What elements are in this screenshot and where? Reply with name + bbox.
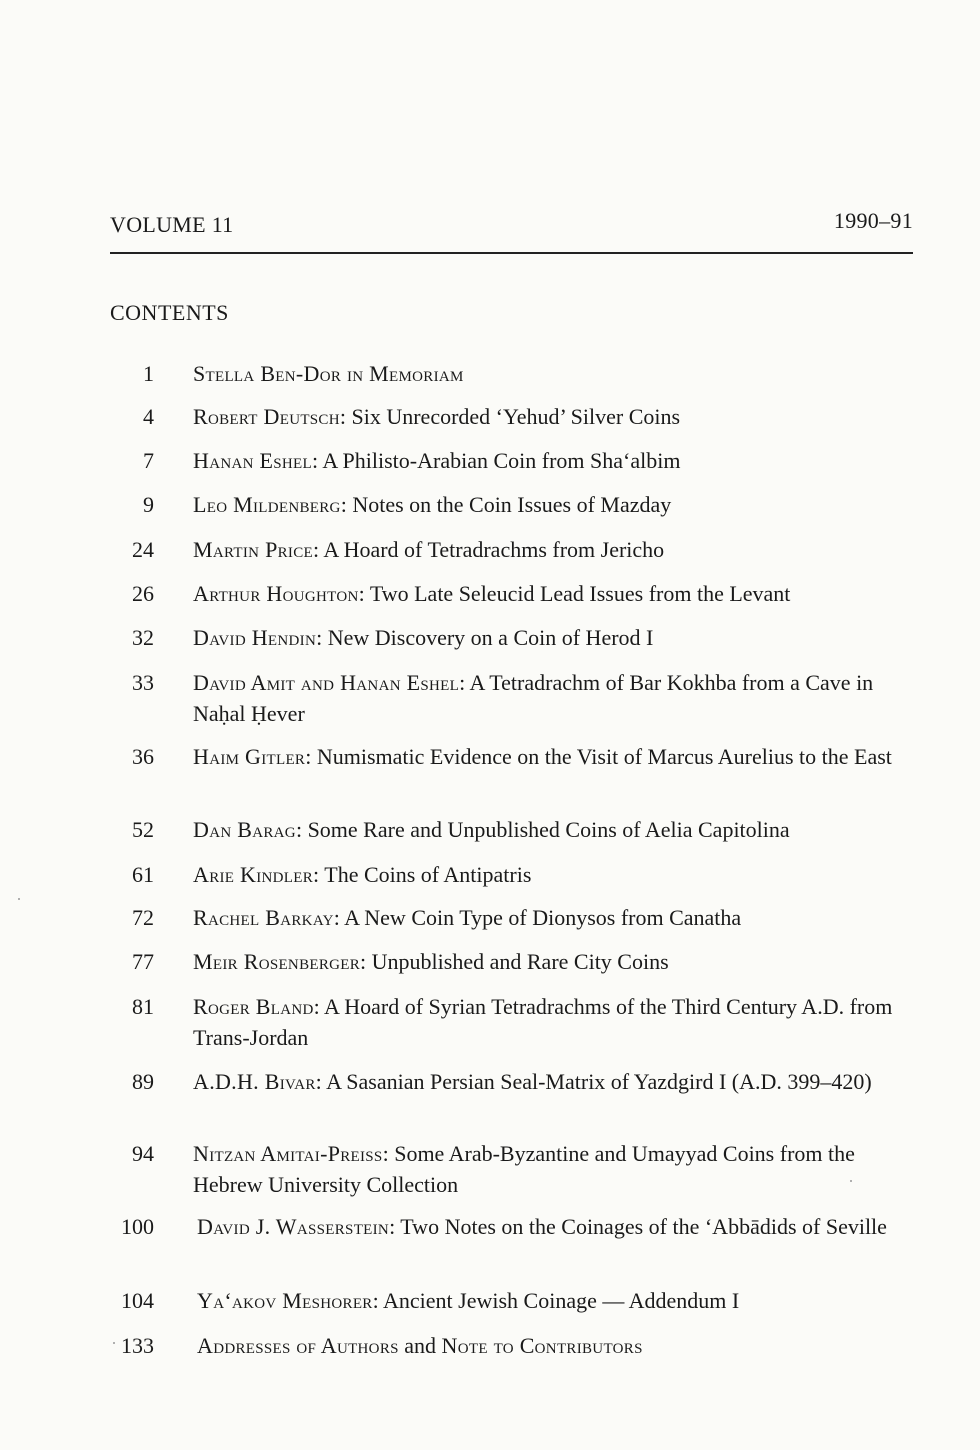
toc-title: A Sasanian Persian Seal-Matrix of Yazdgird I (A.D. 399–420) [326,1069,872,1094]
toc-separator: : [316,625,328,650]
toc-title: Some Arab-Byzantine and Umayyad Coins from the Hebrew University Collection [193,1141,855,1197]
toc-author: David Hendin [193,625,317,650]
toc-author: A.D.H. Bivar [193,1069,316,1094]
toc-author: Arie Kindler [193,862,314,887]
toc-author: Dan Barag [193,817,296,842]
toc-title: Unpublished and Rare City Coins [371,949,669,974]
toc-separator: : [313,862,325,887]
toc-author: Martin Price [193,537,313,562]
toc-author: Ya‘akov Meshorer [197,1288,373,1313]
toc-title: and [398,1333,442,1358]
toc-page-number: 26 [132,581,154,606]
toc-author: Robert Deutsch [193,404,340,429]
toc-page-number: 133 [121,1333,154,1358]
toc-title: A Hoard of Syrian Tetradrachms of the Third Century A.D. from Trans-Jordan [193,994,893,1050]
toc-separator: : [311,448,323,473]
toc-author-2: Note to Contributors [441,1333,643,1358]
volume-label: VOLUME 11 [110,212,234,237]
toc-author: Leo Mildenberg [193,492,341,517]
running-header [110,208,913,244]
toc-separator: : [295,817,308,842]
scan-speck [113,1342,115,1344]
toc-title: Numismatic Evidence on the Visit of Marcus Aurelius to the East [316,744,892,769]
volume-years: 1990–91 [833,208,913,233]
toc-page-number: 94 [132,1141,154,1166]
toc-author: Roger Bland [193,994,314,1019]
header-rule [110,252,913,254]
toc-separator: : [313,994,325,1019]
toc-title: Ancient Jewish Coinage — Addendum I [383,1288,740,1313]
toc-title: New Discovery on a Coin of Herod I [327,625,654,650]
toc-title: Six Unrecorded ‘Yehud’ Silver Coins [351,404,681,429]
toc-page-number: 9 [143,492,154,517]
toc-separator: : [372,1288,383,1313]
toc-separator: : [340,492,353,517]
toc-page-number: 89 [132,1069,154,1094]
toc-page-number: 4 [143,404,154,429]
toc-author: Rachel Barkay [193,905,334,930]
toc-author: David Amit and Hanan Eshel [193,670,460,695]
toc-author: David J. Wasserstein [197,1214,390,1239]
toc-page-number: 61 [132,862,154,887]
toc-title: The Coins of Antipatris [324,862,532,887]
toc-page-number: 52 [132,817,154,842]
toc-author: Stella Ben-Dor in Memoriam [193,361,464,386]
toc-separator: : [358,581,370,606]
toc-separator: : [360,949,372,974]
toc-page-number: 100 [121,1214,154,1239]
toc-page-number: 72 [132,905,154,930]
toc-author: Arthur Houghton [193,581,359,606]
toc-separator: : [333,905,345,930]
toc-title: A Hoard of Tetradrachms from Jericho [323,537,665,562]
toc-author: Hanan Eshel [193,448,312,473]
toc-author: Addresses of Authors [197,1333,399,1358]
scan-speck [850,1180,852,1182]
contents-heading: CONTENTS [110,300,229,325]
toc-separator: : [305,744,317,769]
toc-title: A New Coin Type of Dionysos from Canatha [344,905,742,930]
scan-speck [18,898,20,900]
toc-separator: : [313,537,324,562]
toc-title: Notes on the Coin Issues of Mazday [352,492,672,517]
toc-title: A Tetradrachm of Bar Kokhba from a Cave in Naḥal Ḥever [193,670,874,726]
toc-page-number: 36 [132,744,154,769]
toc-separator: : [389,1214,401,1239]
toc-title: Two Late Seleucid Lead Issues from the Levant [369,581,791,606]
toc-author: Haim Gitler [193,744,306,769]
toc-separator: : [459,670,470,695]
toc-page-number: 24 [132,537,154,562]
toc-separator: : [315,1069,327,1094]
toc-title: Some Rare and Unpublished Coins of Aelia Capitolina [307,817,790,842]
toc-page-number: 104 [121,1288,154,1313]
toc-page-number: 32 [132,625,154,650]
toc-page-number: 1 [143,361,154,386]
toc-author: Nitzan Amitai-Preiss [193,1141,383,1166]
toc-separator: : [339,404,352,429]
toc-separator: : [382,1141,395,1166]
toc-title: Two Notes on the Coinages of the ‘Abbādids of Seville [400,1214,887,1239]
toc-page-number: 81 [132,994,154,1019]
toc-page-number: 33 [132,670,154,695]
toc-title: A Philisto-Arabian Coin from Sha‘albim [322,448,681,473]
toc-page-number: 7 [143,448,154,473]
toc-author: Meir Rosenberger [193,949,361,974]
toc-page-number: 77 [132,949,154,974]
